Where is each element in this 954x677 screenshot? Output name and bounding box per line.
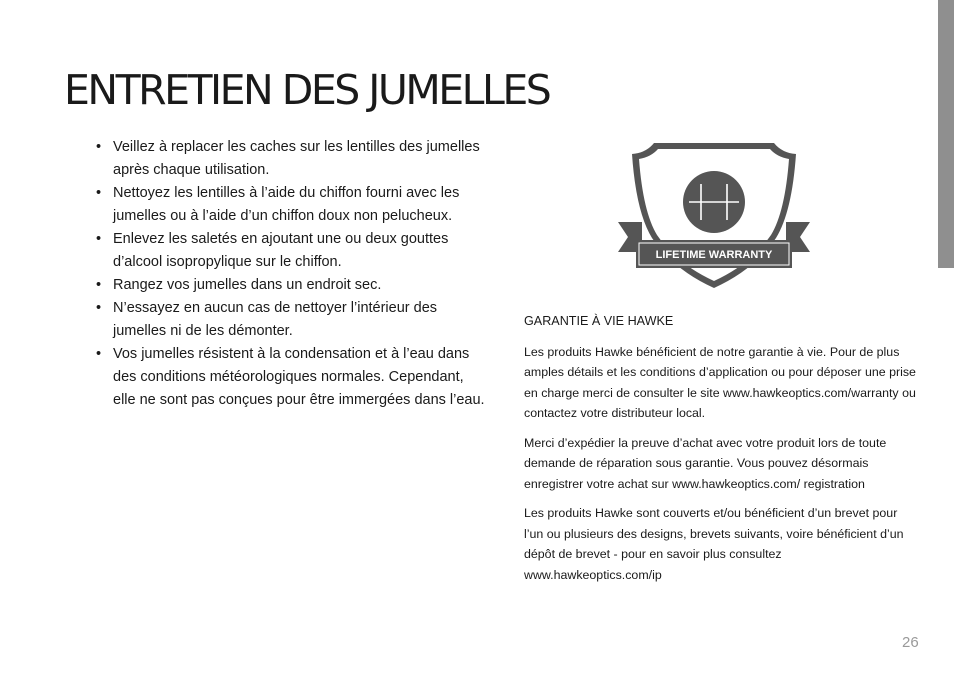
warranty-section: [524, 311, 919, 594]
bullet-icon: •: [96, 139, 102, 155]
bullet-icon: •: [96, 346, 102, 362]
side-tab-marker: [938, 0, 954, 268]
list-item-text: Vos jumelles résistent à la condensation et à l’eau dans des conditions météorologiques normales. Cependant, elle ne sont pas conçues pour être immergées dans l’eau.: [113, 346, 485, 408]
list-item-text: Rangez vos jumelles dans un endroit sec.: [113, 277, 382, 293]
bullet-icon: •: [96, 231, 102, 247]
warranty-heading: GARANTIE À VIE HAWKE: [524, 314, 674, 328]
bullet-icon: •: [96, 185, 102, 201]
list-item-text: Veillez à replacer les caches sur les lentilles des jumelles après chaque utilisation.: [113, 139, 480, 178]
page-title: ENTRETIEN DES JUMELLES: [64, 66, 550, 114]
care-instructions-list: [96, 136, 488, 412]
list-item-text: Nettoyez les lentilles à l’aide du chiffon fourni avec les jumelles ou à l’aide d’un chiffon doux non pelucheux.: [113, 185, 460, 224]
list-item: [96, 343, 488, 412]
lifetime-warranty-badge: [616, 140, 812, 290]
list-item: [96, 228, 488, 274]
list-item-text: N’essayez en aucun cas de nettoyer l’intérieur des jumelles ni de les démonter.: [113, 300, 438, 339]
warranty-paragraph: Les produits Hawke sont couverts et/ou bénéficient d’un brevet pour l’un ou plusieurs des designs, brevets suivants, voire bénéficient d’un dépôt de brevet - pour en savoir plus consultez www.hawkeoptics.com/ip: [524, 506, 904, 582]
list-item: [96, 182, 488, 228]
list-item: [96, 274, 488, 297]
list-item-text: Enlevez les saletés en ajoutant une ou deux gouttes d’alcool isopropylique sur le chiffon.: [113, 231, 449, 270]
bullet-icon: •: [96, 277, 102, 293]
list-item: [96, 136, 488, 182]
ribbon-text: LIFETIME WARRANTY: [655, 249, 773, 261]
warranty-paragraph: Merci d’expédier la preuve d’achat avec votre produit lors de toute demande de réparation sous garantie. Vous pouvez désormais enregistrer votre achat sur www.hawkeoptics.com/ registration: [524, 435, 887, 491]
hawke-logo-icon: [683, 171, 745, 233]
list-item: [96, 297, 488, 343]
bullet-icon: •: [96, 300, 102, 316]
warranty-paragraph: Les produits Hawke bénéficient de notre garantie à vie. Pour de plus amples détails et les conditions d’application ou pour déposer une prise en charge merci de consulter le site www.hawkeoptics.com/warranty ou contactez votre distributeur local.: [524, 344, 916, 420]
page-number: 26: [902, 634, 919, 651]
